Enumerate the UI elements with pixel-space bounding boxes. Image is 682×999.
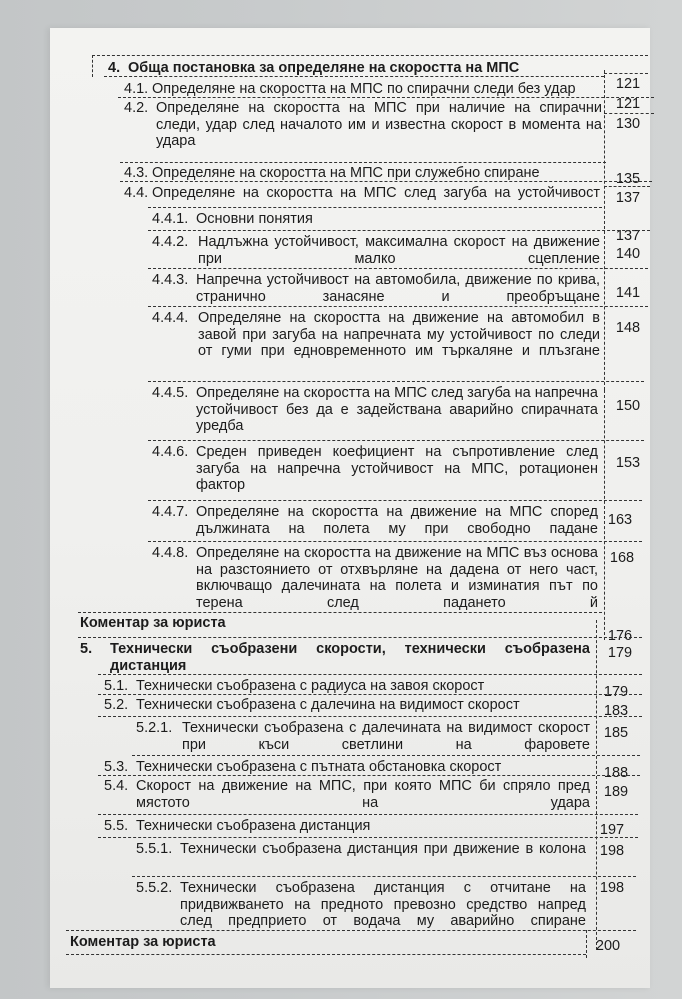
toc-entry-title: Определяне на скоростта на МПС по спирачни следи без удар	[152, 81, 576, 97]
toc-page-number: 121	[615, 76, 641, 92]
toc-entry-title: Технически съобразени скорости, технически съобразена дистанция	[110, 641, 590, 674]
toc-entry-number: 5.2.1.	[136, 720, 173, 736]
toc-page-number: 137	[615, 190, 641, 206]
toc-entry-5-3	[104, 759, 590, 776]
table-border	[98, 716, 642, 717]
toc-page-number: 198	[599, 880, 625, 896]
toc-page-number: 179	[607, 645, 633, 661]
table-border	[66, 930, 636, 931]
toc-entry-number: 5.5.	[104, 818, 129, 834]
table-border	[148, 230, 650, 231]
table-border	[586, 930, 587, 958]
toc-entry-5	[80, 641, 590, 674]
table-border	[120, 181, 652, 182]
toc-entry-4-4-4	[152, 310, 600, 360]
toc-entry-number: 4.4.5.	[152, 385, 189, 401]
toc-page-number: 130	[615, 116, 641, 132]
table-border	[98, 775, 640, 776]
toc-page-number: 153	[615, 455, 641, 471]
table-border	[148, 440, 644, 441]
table-border	[132, 876, 636, 877]
table-border	[118, 97, 654, 98]
toc-entry-number: 4.1.	[124, 81, 149, 97]
toc-entry-4-4-2	[152, 234, 600, 267]
toc-entry-title: Среден приведен коефициент на съпротивление след загуба на напречна устойчивост на МПС, ротационен фактор	[196, 444, 598, 493]
table-border	[604, 390, 605, 640]
toc-entry-title: Коментар за юриста	[70, 934, 216, 950]
toc-entry-title: Обща постановка за определяне на скоростта на МПС	[128, 60, 520, 76]
toc-entry-title: Определяне на скоростта на МПС след загуба на напречна устойчивост без да е задействана аварийно спирачната уредба	[196, 385, 598, 434]
toc-page-number: 137	[615, 228, 641, 244]
toc-entry-title: Напречна устойчивост на автомобила, движение по крива, странично занасяне и преобръщане	[196, 272, 600, 305]
table-border	[132, 755, 640, 756]
toc-entry-number: 4.4.4.	[152, 310, 189, 326]
toc-entry-5-4	[104, 778, 590, 811]
table-border	[98, 814, 638, 815]
toc-entry-4-4	[124, 185, 600, 202]
toc-entry-number: 5.3.	[104, 759, 129, 775]
table-border	[98, 694, 642, 695]
table-border	[596, 620, 597, 950]
toc-page-number: 121	[615, 96, 641, 112]
toc-entry-5-5	[104, 818, 590, 835]
toc-entry-number: 5.5.1.	[136, 841, 173, 857]
table-border	[120, 162, 606, 163]
toc-entry-4-4-1	[152, 211, 600, 228]
table-border	[148, 207, 602, 208]
toc-page-number: 198	[599, 843, 625, 859]
table-border	[604, 70, 605, 390]
toc-entry-title: Определяне на скоростта на МПС след загуба на устойчивост	[152, 185, 600, 201]
toc-entry-5-2-1	[136, 720, 590, 753]
toc-entry-number: 4.4.1.	[152, 211, 189, 227]
toc-entry-5-5-1	[136, 841, 586, 858]
toc-page-number: 179	[603, 684, 629, 700]
toc-page-number: 140	[615, 246, 641, 262]
toc-entry-number: 4.4.3.	[152, 272, 189, 288]
toc-page-number: 150	[615, 398, 641, 414]
table-border	[98, 674, 642, 675]
toc-entry-title: Основни понятия	[196, 211, 313, 227]
table-border	[604, 186, 650, 187]
toc-page-number: 197	[599, 822, 625, 838]
toc-entry-number: 4.4.6.	[152, 444, 189, 460]
toc-entry-4-4-5	[152, 385, 598, 435]
toc-entry-lawyer-comment-1	[80, 615, 590, 632]
table-border	[78, 612, 602, 613]
toc-page-number: 189	[603, 784, 629, 800]
toc-page-number: 183	[603, 703, 629, 719]
toc-page-number: 163	[607, 512, 633, 528]
table-border	[148, 541, 642, 542]
toc-page-number: 141	[615, 285, 641, 301]
toc-entry-4-4-3	[152, 272, 600, 305]
toc-entry-4-3	[124, 165, 600, 182]
toc-entry-number: 4.4.7.	[152, 504, 189, 520]
toc-entry-number: 4.4.8.	[152, 545, 189, 561]
toc-entry-title: Определяне на скоростта на движение на МПС въз основа на разстоянието от отхвърляне на дадена от него част, включващо далечината на полета и изминатия път по терена след падането й	[196, 545, 598, 611]
toc-entry-number: 4.2.	[124, 100, 149, 116]
toc-entry-title: Скорост на движение на МПС, при която МПС би спряло пред мястото на удара	[136, 778, 590, 811]
toc-entry-title: Определяне на скоростта на МПС при служебно спиране	[152, 165, 540, 181]
table-border	[148, 306, 648, 307]
toc-entry-title: Технически съобразена дистанция с отчитане на придвижването на предното превозно средство напред след предприето от водача му аварийно спиране	[180, 880, 586, 929]
toc-entry-title: Технически съобразена дистанция	[136, 818, 371, 834]
toc-entry-number: 5.4.	[104, 778, 129, 794]
toc-entry-4	[108, 60, 600, 77]
toc-entry-lawyer-comment-2	[70, 934, 580, 951]
toc-page-number: 200	[595, 938, 621, 954]
toc-entry-title: Определяне на скоростта на движение на МПС според дължината на полета му при свободно падане	[196, 504, 598, 537]
toc-page-number: 168	[609, 550, 635, 566]
toc-entry-title: Технически съобразена дистанция при движение в колона	[180, 841, 586, 857]
toc-entry-4-4-7	[152, 504, 598, 537]
toc-entry-4-4-8	[152, 545, 598, 611]
toc-entry-4-2	[124, 100, 602, 150]
toc-page-number: 176	[607, 628, 633, 644]
toc-entry-number: 4.3.	[124, 165, 149, 181]
toc-page-number: 148	[615, 320, 641, 336]
toc-entry-number: 5.	[80, 641, 93, 657]
toc-page-number: 135	[615, 171, 641, 187]
toc-entry-number: 4.4.2.	[152, 234, 189, 250]
toc-entry-number: 5.5.2.	[136, 880, 173, 896]
toc-entry-5-5-2	[136, 880, 586, 930]
table-border	[148, 268, 648, 269]
toc-entry-number: 4.	[108, 60, 121, 76]
toc-page-number: 185	[603, 725, 629, 741]
toc-entry-number: 4.4.	[124, 185, 149, 201]
toc-entry-title: Технически съобразена с далечината на видимост скорост при къси светлини на фаровете	[182, 720, 590, 753]
table-border	[92, 55, 648, 56]
table-border	[148, 500, 642, 501]
table-border	[148, 381, 644, 382]
toc-entry-title: Надлъжна устойчивост, максимална скорост на движение при малко сцепление	[198, 234, 600, 267]
table-border	[78, 637, 642, 638]
toc-entry-4-4-6	[152, 444, 598, 494]
toc-entry-5-1	[104, 678, 590, 695]
toc-entry-4-1	[124, 81, 600, 98]
table-border	[98, 837, 638, 838]
toc-entry-title: Определяне на скоростта на движение на автомобил в завой при загуба на напречната му устойчивост по следи от гуми при едновременното им търкаляне и плъзгане	[198, 310, 600, 359]
table-border	[104, 76, 604, 77]
toc-entry-title: Определяне на скоростта на МПС при наличие на спирачни следи, удар след началото им и известна скорост в момента на удара	[156, 100, 602, 149]
table-border	[66, 954, 586, 955]
toc-entry-number: 5.2.	[104, 697, 129, 713]
toc-page-number: 188	[603, 765, 629, 781]
table-border	[604, 113, 654, 114]
toc-entry-title: Коментар за юриста	[80, 615, 226, 631]
toc-entry-5-2	[104, 697, 590, 714]
toc-entry-number: 5.1.	[104, 678, 129, 694]
table-border	[604, 73, 648, 74]
toc-entry-title: Технически съобразена с радиуса на завоя скорост	[136, 678, 485, 694]
table-border	[92, 55, 93, 77]
toc-entry-title: Технически съобразена с пътната обстановка скорост	[136, 759, 502, 775]
toc-entry-title: Технически съобразена с далечина на видимост скорост	[136, 697, 520, 713]
